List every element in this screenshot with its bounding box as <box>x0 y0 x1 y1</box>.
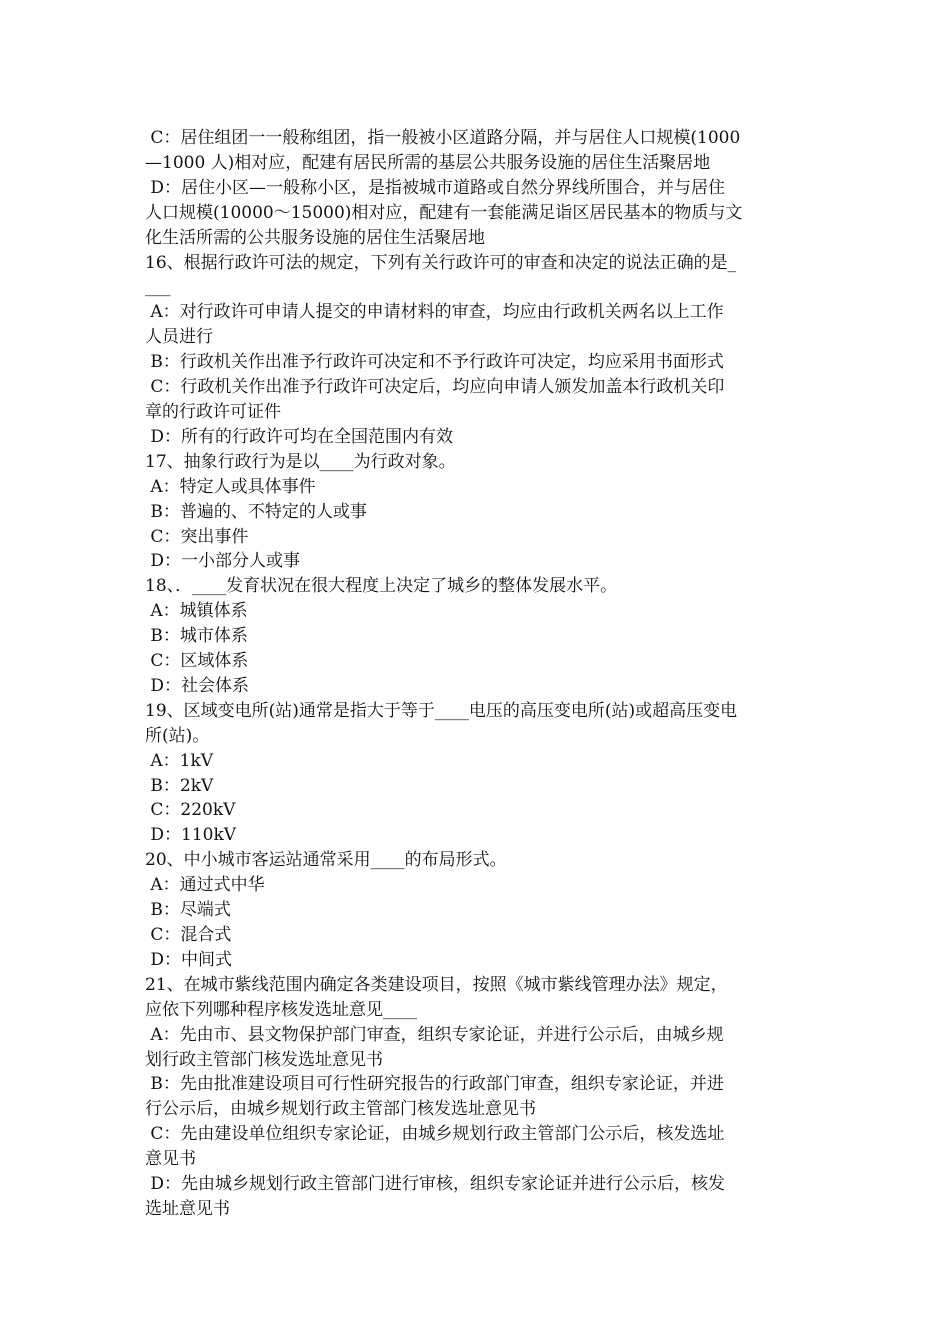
option-a: A：先由市、县文物保护部门审查，组织专家论证，并进行公示后，由城乡规 <box>145 1024 724 1045</box>
option-d: D：中间式 <box>145 949 233 970</box>
option-a: A：1kV <box>145 750 214 771</box>
text-line: 人口规模(10000～15000)相对应，配建有一套能满足诣区居民基本的物质与文 <box>145 202 743 223</box>
question-16: 16、根据行政许可法的规定，下列有关行政许可的审查和决定的说法正确的是_ <box>145 252 737 273</box>
option-a: A：特定人或具体事件 <box>145 476 316 497</box>
text-line: 应依下列哪种程序核发选址意见____ <box>145 999 417 1020</box>
text-line: 划行政主管部门核发选址意见书 <box>145 1049 383 1070</box>
text-line: D：居住小区—一般称小区，是指被城市道路或自然分界线所围合，并与居住 <box>145 177 726 198</box>
text-line: C：居住组团一一般称组团，指一般被小区道路分隔，并与居住人口规模(1000 <box>145 128 741 148</box>
option-a: A：城镇体系 <box>145 601 248 622</box>
text-line: ___ <box>145 277 171 298</box>
text-line: 意见书 <box>145 1149 196 1170</box>
option-d: D：先由城乡规划行政主管部门进行审核，组织专家论证并进行公示后，核发 <box>145 1174 726 1195</box>
option-a: A：通过式中华 <box>145 875 265 896</box>
question-20: 20、中小城市客运站通常采用____的布局形式。 <box>145 850 507 871</box>
option-b: B：2kV <box>145 775 214 796</box>
question-18: 18、．____发育状况在很大程度上决定了城乡的整体发展水平。 <box>145 576 618 597</box>
option-b: B：普遍的、不特定的人或事 <box>145 501 367 522</box>
option-b: B：尽端式 <box>145 900 231 921</box>
option-b: B：城市体系 <box>145 626 248 647</box>
text-line: 章的行政许可证件 <box>145 401 281 422</box>
text-line: 行公示后，由城乡规划行政主管部门核发选址意见书 <box>145 1099 536 1120</box>
text-line: 人员进行 <box>145 327 213 348</box>
question-19: 19、区域变电所(站)通常是指大于等于____电压的高压变电所(站)或超高压变电 <box>145 700 738 721</box>
question-21: 21、在城市紫线范围内确定各类建设项目，按照《城市紫线管理办法》规定， <box>145 974 728 995</box>
option-c: C：混合式 <box>145 925 232 945</box>
text-line: 化生活所需的公共服务设施的居住生活聚居地 <box>145 227 485 248</box>
option-c: C：突出事件 <box>145 526 249 547</box>
option-d: D：一小部分人或事 <box>145 551 301 572</box>
text-line: 所(站)。 <box>145 725 210 746</box>
text-line: 选址意见书 <box>145 1198 230 1219</box>
option-a: A：对行政许可申请人提交的申请材料的审查，均应由行政机关两名以上工作 <box>145 302 724 323</box>
text-line: —1000 人)相对应，配建有居民所需的基层公共服务设施的居住生活聚居地 <box>145 152 711 173</box>
option-c: C：220kV <box>145 800 236 821</box>
option-d: D：110kV <box>145 825 237 846</box>
option-d: D：社会体系 <box>145 675 250 696</box>
option-b: B：先由批准建设项目可行性研究报告的行政部门审查，组织专家论证，并进 <box>145 1074 724 1095</box>
document-body <box>145 126 810 1222</box>
option-d: D：所有的行政许可均在全国范围内有效 <box>145 426 454 447</box>
question-17: 17、抽象行政行为是以____为行政对象。 <box>145 451 456 472</box>
option-c: C：行政机关作出准予行政许可决定后，均应向申请人颁发加盖本行政机关印 <box>145 377 725 398</box>
option-c: C：先由建设单位组织专家论证，由城乡规划行政主管部门公示后，核发选址 <box>145 1124 725 1145</box>
option-b: B：行政机关作出准予行政许可决定和不予行政许可决定，均应采用书面形式 <box>145 352 724 373</box>
option-c: C：区域体系 <box>145 651 249 672</box>
